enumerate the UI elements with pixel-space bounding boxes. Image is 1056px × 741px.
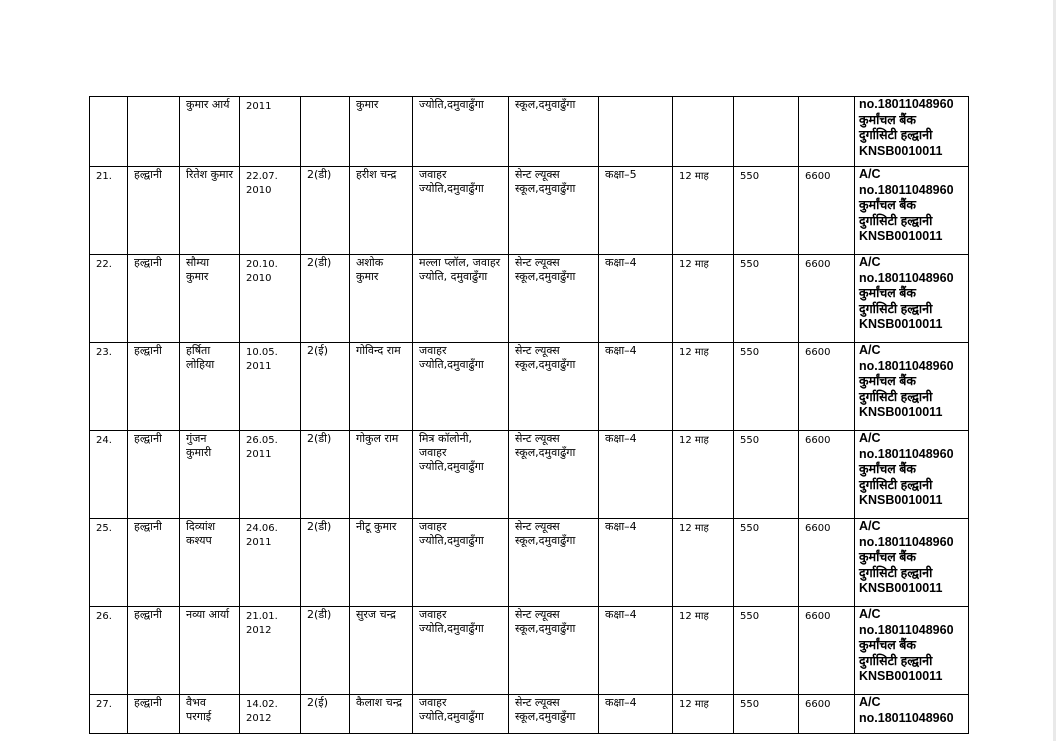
monthly-amount-cell: 550 xyxy=(734,343,799,431)
serial-number-cell: 25. xyxy=(90,519,128,607)
address-cell: जवाहर ज्योति,दमुवाढुँगा xyxy=(413,343,509,431)
table-body xyxy=(90,97,969,734)
school-cell: सेन्ट ल्यूक्स स्कूल,दमुवाढुँगा xyxy=(509,431,599,519)
student-name-cell: सौम्या कुमार xyxy=(180,255,240,343)
bank-account-line: no.18011048960 xyxy=(859,270,954,285)
address-cell: जवाहर ज्योति,दमुवाढुँगा xyxy=(413,695,509,734)
table-row xyxy=(90,343,969,431)
duration-cell: 12 माह xyxy=(673,695,734,734)
class-cell: कक्षा–4 xyxy=(599,695,673,734)
city-cell xyxy=(128,97,180,167)
city-cell: हल्द्वानी xyxy=(128,607,180,695)
monthly-amount-cell xyxy=(734,97,799,167)
total-amount-cell: 6600 xyxy=(799,255,855,343)
address-cell: मित्र कॉलोनी, जवाहर ज्योति,दमुवाढुँगा xyxy=(413,431,509,519)
total-amount-cell: 6600 xyxy=(799,519,855,607)
school-cell: सेन्ट ल्यूक्स स्कूल,दमुवाढुँगा xyxy=(509,255,599,343)
bank-account-line: no.18011048960 xyxy=(859,710,954,725)
bank-account-line: no.18011048960 xyxy=(859,358,954,373)
bank-account-line: कुर्मांचल बैंक xyxy=(859,198,916,212)
bank-account-line: दुर्गासिटी हल्द्वानी xyxy=(859,213,933,228)
school-cell: सेन्ट ल्यूक्स स्कूल,दमुवाढुँगा xyxy=(509,167,599,255)
table-row xyxy=(90,255,969,343)
category-cell: 2(ई) xyxy=(301,343,350,431)
category-cell: 2(डी) xyxy=(301,167,350,255)
class-cell xyxy=(599,97,673,167)
category-cell: 2(डी) xyxy=(301,255,350,343)
bank-account-line: no.18011048960 xyxy=(859,182,954,197)
class-cell: कक्षा–4 xyxy=(599,343,673,431)
bank-account-line: A/C xyxy=(859,519,881,533)
category-cell: 2(ई) xyxy=(301,695,350,734)
address-cell: जवाहर ज्योति,दमुवाढुँगा xyxy=(413,167,509,255)
bank-account-line: दुर्गासिटी हल्द्वानी xyxy=(859,565,933,580)
serial-number-cell xyxy=(90,97,128,167)
bank-account-line: KNSB0010011 xyxy=(859,405,943,419)
school-cell: सेन्ट ल्यूक्स स्कूल,दमुवाढुँगा xyxy=(509,343,599,431)
student-name-cell: हर्षिता लोहिया xyxy=(180,343,240,431)
bank-account-cell xyxy=(855,695,969,734)
table-row xyxy=(90,695,969,734)
bank-account-line: no.18011048960 xyxy=(859,446,954,461)
bank-account-line: दुर्गासिटी हल्द्वानी xyxy=(859,653,933,668)
date-of-birth-cell: 14.02. 2012 xyxy=(240,695,301,734)
category-cell: 2(डी) xyxy=(301,607,350,695)
address-cell: जवाहर ज्योति,दमुवाढुँगा xyxy=(413,519,509,607)
monthly-amount-cell: 550 xyxy=(734,607,799,695)
student-name-cell: कुमार आर्य xyxy=(180,97,240,167)
bank-account-line: A/C xyxy=(859,607,881,621)
bank-account-cell xyxy=(855,431,969,519)
city-cell: हल्द्वानी xyxy=(128,343,180,431)
date-of-birth-cell: 20.10. 2010 xyxy=(240,255,301,343)
bank-account-line: A/C xyxy=(859,695,881,709)
bank-account-line: कुर्मांचल बैंक xyxy=(859,374,916,388)
bank-account-line: कुर्मांचल बैंक xyxy=(859,286,916,300)
bank-account-line: KNSB0010011 xyxy=(859,493,943,507)
bank-account-line: KNSB0010011 xyxy=(859,669,943,683)
serial-number-cell: 26. xyxy=(90,607,128,695)
city-cell: हल्द्वानी xyxy=(128,167,180,255)
bank-account-line: no.18011048960 xyxy=(859,534,954,549)
father-name-cell: अशोक कुमार xyxy=(350,255,413,343)
bank-account-line: no.18011048960 xyxy=(859,97,954,111)
address-cell: मल्ला प्लॉल, जवाहर ज्योति, दमुवाढुँगा xyxy=(413,255,509,343)
bank-account-cell xyxy=(855,519,969,607)
class-cell: कक्षा–4 xyxy=(599,519,673,607)
monthly-amount-cell: 550 xyxy=(734,431,799,519)
duration-cell: 12 माह xyxy=(673,255,734,343)
category-cell: 2(डी) xyxy=(301,431,350,519)
total-amount-cell: 6600 xyxy=(799,695,855,734)
bank-account-line: दुर्गासिटी हल्द्वानी xyxy=(859,389,933,404)
date-of-birth-cell: 10.05. 2011 xyxy=(240,343,301,431)
father-name-cell: कुमार xyxy=(350,97,413,167)
bank-account-line: दुर्गासिटी हल्द्वानी xyxy=(859,301,933,316)
serial-number-cell: 21. xyxy=(90,167,128,255)
bank-account-line: no.18011048960 xyxy=(859,622,954,637)
total-amount-cell xyxy=(799,97,855,167)
date-of-birth-cell: 2011 xyxy=(240,97,301,167)
table-row xyxy=(90,167,969,255)
bank-account-cell xyxy=(855,167,969,255)
city-cell: हल्द्वानी xyxy=(128,695,180,734)
category-cell xyxy=(301,97,350,167)
school-cell: सेन्ट ल्यूक्स स्कूल,दमुवाढुँगा xyxy=(509,695,599,734)
duration-cell: 12 माह xyxy=(673,167,734,255)
bank-account-cell xyxy=(855,607,969,695)
class-cell: कक्षा–4 xyxy=(599,431,673,519)
school-cell: स्कूल,दमुवाढुँगा xyxy=(509,97,599,167)
bank-account-line: कुर्मांचल बैंक xyxy=(859,462,916,476)
father-name-cell: नीटू कुमार xyxy=(350,519,413,607)
class-cell: कक्षा–4 xyxy=(599,255,673,343)
table-row xyxy=(90,431,969,519)
bank-account-line: KNSB0010011 xyxy=(859,143,943,158)
bank-account-cell xyxy=(855,255,969,343)
student-name-cell: वैभव परगाई xyxy=(180,695,240,734)
duration-cell xyxy=(673,97,734,167)
date-of-birth-cell: 21.01. 2012 xyxy=(240,607,301,695)
duration-cell: 12 माह xyxy=(673,431,734,519)
bank-account-line: दुर्गासिटी हल्द्वानी xyxy=(859,128,933,142)
bank-account-line: कुर्मांचल बैंक xyxy=(859,112,916,127)
school-cell: सेन्ट ल्यूक्स स्कूल,दमुवाढुँगा xyxy=(509,607,599,695)
bank-account-line: KNSB0010011 xyxy=(859,317,943,331)
city-cell: हल्द्वानी xyxy=(128,255,180,343)
father-name-cell: हरीश चन्द्र xyxy=(350,167,413,255)
father-name-cell: कैलाश चन्द्र xyxy=(350,695,413,734)
class-cell: कक्षा–4 xyxy=(599,607,673,695)
bank-account-line: A/C xyxy=(859,431,881,445)
bank-account-line: A/C xyxy=(859,255,881,269)
bank-account-line: KNSB0010011 xyxy=(859,229,943,243)
serial-number-cell: 22. xyxy=(90,255,128,343)
bank-account-line: कुर्मांचल बैंक xyxy=(859,638,916,652)
bank-account-line: दुर्गासिटी हल्द्वानी xyxy=(859,477,933,492)
class-cell: कक्षा–5 xyxy=(599,167,673,255)
city-cell: हल्द्वानी xyxy=(128,431,180,519)
bank-account-cell xyxy=(855,97,969,167)
date-of-birth-cell: 26.05. 2011 xyxy=(240,431,301,519)
monthly-amount-cell: 550 xyxy=(734,519,799,607)
bank-account-line: KNSB0010011 xyxy=(859,581,943,595)
beneficiary-table xyxy=(89,96,969,734)
duration-cell: 12 माह xyxy=(673,343,734,431)
bank-account-line: A/C xyxy=(859,167,881,181)
table-row xyxy=(90,97,969,167)
bank-account-line: A/C xyxy=(859,343,881,357)
student-name-cell: रितेश कुमार xyxy=(180,167,240,255)
city-cell: हल्द्वानी xyxy=(128,519,180,607)
duration-cell: 12 माह xyxy=(673,519,734,607)
date-of-birth-cell: 22.07. 2010 xyxy=(240,167,301,255)
school-cell: सेन्ट ल्यूक्स स्कूल,दमुवाढुँगा xyxy=(509,519,599,607)
bank-account-line: कुर्मांचल बैंक xyxy=(859,550,916,564)
duration-cell: 12 माह xyxy=(673,607,734,695)
total-amount-cell: 6600 xyxy=(799,167,855,255)
student-name-cell: गुंजन कुमारी xyxy=(180,431,240,519)
monthly-amount-cell: 550 xyxy=(734,695,799,734)
total-amount-cell: 6600 xyxy=(799,607,855,695)
father-name-cell: गोकुल राम xyxy=(350,431,413,519)
table-row xyxy=(90,519,969,607)
student-name-cell: दिव्यांश कश्यप xyxy=(180,519,240,607)
monthly-amount-cell: 550 xyxy=(734,167,799,255)
total-amount-cell: 6600 xyxy=(799,431,855,519)
student-name-cell: नव्या आर्या xyxy=(180,607,240,695)
date-of-birth-cell: 24.06. 2011 xyxy=(240,519,301,607)
monthly-amount-cell: 550 xyxy=(734,255,799,343)
serial-number-cell: 23. xyxy=(90,343,128,431)
category-cell: 2(डी) xyxy=(301,519,350,607)
total-amount-cell: 6600 xyxy=(799,343,855,431)
address-cell: ज्योति,दमुवाढुँगा xyxy=(413,97,509,167)
father-name-cell: सुरज चन्द्र xyxy=(350,607,413,695)
table-row xyxy=(90,607,969,695)
serial-number-cell: 24. xyxy=(90,431,128,519)
bank-account-cell xyxy=(855,343,969,431)
father-name-cell: गोविन्द राम xyxy=(350,343,413,431)
address-cell: जवाहर ज्योति,दमुवाढुँगा xyxy=(413,607,509,695)
serial-number-cell: 27. xyxy=(90,695,128,734)
